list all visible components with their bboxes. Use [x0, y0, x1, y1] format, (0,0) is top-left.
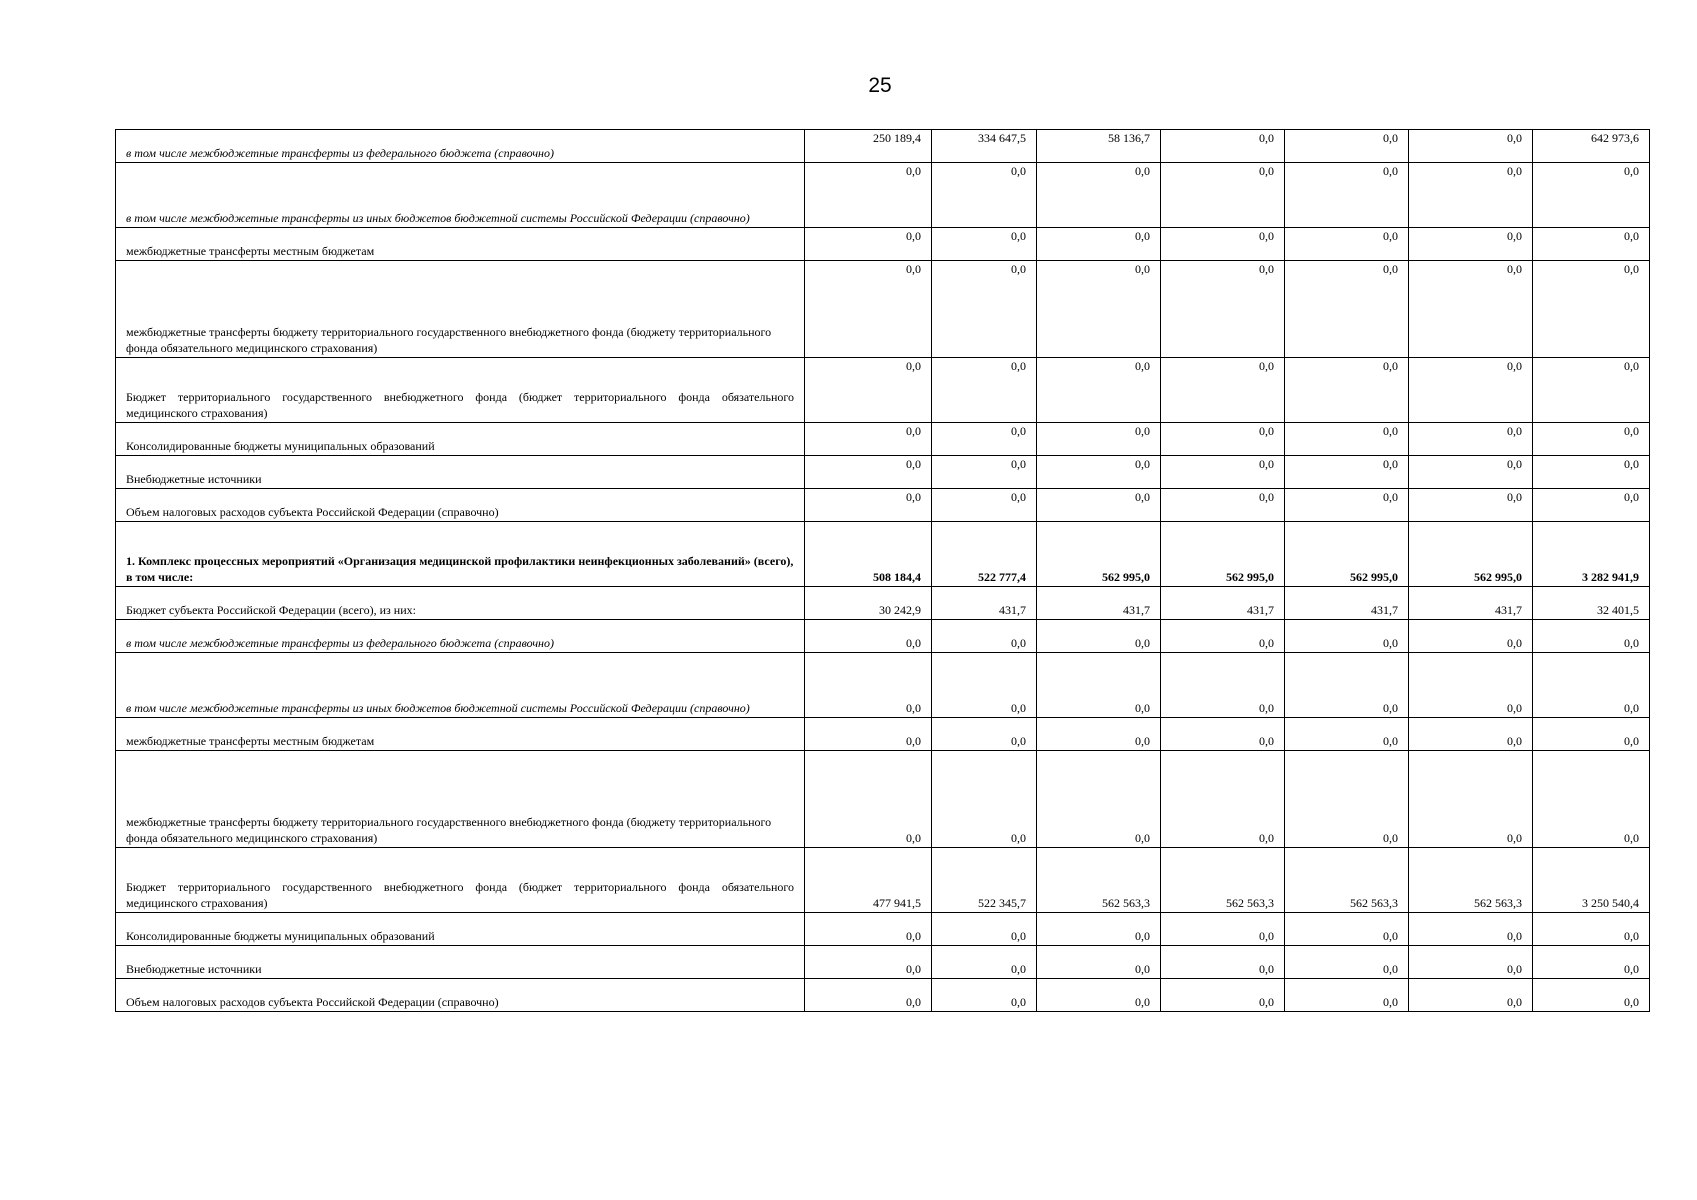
value-cell: 0,0 [1161, 228, 1285, 261]
value-cell: 0,0 [1285, 456, 1409, 489]
value-cell: 431,7 [1285, 587, 1409, 620]
value-cell: 0,0 [932, 979, 1037, 1012]
value-cell: 0,0 [932, 228, 1037, 261]
value-cell: 562 995,0 [1409, 522, 1533, 587]
table-body [116, 130, 1650, 1012]
row-label: межбюджетные трансферты бюджету территориального государственного внебюджетного фонда (бюджету территориального фонда обязательного медицинского страхования) [116, 261, 805, 358]
row-label: Внебюджетные источники [116, 456, 805, 489]
value-cell: 562 995,0 [1161, 522, 1285, 587]
table-row [116, 913, 1650, 946]
value-cell: 562 563,3 [1037, 848, 1161, 913]
value-cell: 0,0 [1161, 653, 1285, 718]
value-cell: 0,0 [1409, 979, 1533, 1012]
value-cell: 0,0 [1409, 751, 1533, 848]
value-cell: 0,0 [932, 489, 1037, 522]
value-cell: 0,0 [1037, 913, 1161, 946]
value-cell: 0,0 [1037, 653, 1161, 718]
value-cell: 0,0 [805, 358, 932, 423]
value-cell: 0,0 [805, 489, 932, 522]
table-row [116, 653, 1650, 718]
value-cell: 0,0 [1161, 163, 1285, 228]
value-cell: 32 401,5 [1533, 587, 1650, 620]
row-label: Бюджет территориального государственного внебюджетного фонда (бюджет территориального фонда обязательного медицинского страхования) [116, 848, 805, 913]
value-cell: 0,0 [805, 653, 932, 718]
table-row [116, 228, 1650, 261]
value-cell: 0,0 [1409, 228, 1533, 261]
value-cell: 522 345,7 [932, 848, 1037, 913]
value-cell: 0,0 [1409, 489, 1533, 522]
row-label: Объем налоговых расходов субъекта Российской Федерации (справочно) [116, 979, 805, 1012]
value-cell: 0,0 [1533, 358, 1650, 423]
value-cell: 0,0 [1161, 620, 1285, 653]
value-cell: 0,0 [932, 358, 1037, 423]
value-cell: 0,0 [932, 718, 1037, 751]
value-cell: 0,0 [1037, 163, 1161, 228]
value-cell: 0,0 [805, 979, 932, 1012]
value-cell: 0,0 [1285, 913, 1409, 946]
value-cell: 0,0 [1533, 913, 1650, 946]
value-cell: 0,0 [1285, 228, 1409, 261]
page-number: 25 [868, 74, 892, 97]
value-cell: 0,0 [932, 913, 1037, 946]
value-cell: 0,0 [1533, 456, 1650, 489]
value-cell: 0,0 [1533, 228, 1650, 261]
value-cell: 0,0 [1533, 423, 1650, 456]
value-cell: 0,0 [1409, 718, 1533, 751]
value-cell: 0,0 [1285, 620, 1409, 653]
table-row [116, 718, 1650, 751]
value-cell: 431,7 [1161, 587, 1285, 620]
value-cell: 0,0 [1037, 718, 1161, 751]
value-cell: 0,0 [1285, 261, 1409, 358]
value-cell: 0,0 [1409, 456, 1533, 489]
value-cell: 0,0 [805, 751, 932, 848]
value-cell: 431,7 [932, 587, 1037, 620]
value-cell: 0,0 [1285, 358, 1409, 423]
row-label: 1. Комплекс процессных мероприятий «Организация медицинской профилактики неинфекционных заболеваний» (всего), в том числе: [116, 522, 805, 587]
value-cell: 0,0 [1533, 163, 1650, 228]
value-cell: 0,0 [1285, 979, 1409, 1012]
row-label: Внебюджетные источники [116, 946, 805, 979]
value-cell: 0,0 [1533, 979, 1650, 1012]
value-cell: 0,0 [805, 228, 932, 261]
value-cell: 0,0 [1037, 751, 1161, 848]
table-row [116, 261, 1650, 358]
value-cell: 477 941,5 [805, 848, 932, 913]
value-cell: 0,0 [1161, 718, 1285, 751]
value-cell: 334 647,5 [932, 130, 1037, 163]
value-cell: 0,0 [805, 423, 932, 456]
table-row [116, 130, 1650, 163]
value-cell: 0,0 [1037, 946, 1161, 979]
value-cell: 0,0 [1037, 228, 1161, 261]
table-row [116, 456, 1650, 489]
value-cell: 0,0 [932, 456, 1037, 489]
table-row [116, 620, 1650, 653]
value-cell: 0,0 [1037, 620, 1161, 653]
value-cell: 642 973,6 [1533, 130, 1650, 163]
value-cell: 0,0 [805, 946, 932, 979]
table-row [116, 751, 1650, 848]
row-label: Консолидированные бюджеты муниципальных образований [116, 423, 805, 456]
value-cell: 0,0 [1161, 913, 1285, 946]
value-cell: 0,0 [1037, 261, 1161, 358]
row-label: Бюджет территориального государственного внебюджетного фонда (бюджет территориального фонда обязательного медицинского страхования) [116, 358, 805, 423]
value-cell: 562 563,3 [1285, 848, 1409, 913]
value-cell: 250 189,4 [805, 130, 932, 163]
value-cell: 0,0 [1161, 261, 1285, 358]
table-row [116, 423, 1650, 456]
value-cell: 522 777,4 [932, 522, 1037, 587]
value-cell: 0,0 [1285, 163, 1409, 228]
table-row [116, 358, 1650, 423]
value-cell: 0,0 [1161, 358, 1285, 423]
value-cell: 58 136,7 [1037, 130, 1161, 163]
value-cell: 562 995,0 [1037, 522, 1161, 587]
value-cell: 0,0 [932, 163, 1037, 228]
value-cell: 0,0 [932, 423, 1037, 456]
value-cell: 0,0 [1037, 489, 1161, 522]
value-cell: 431,7 [1037, 587, 1161, 620]
value-cell: 0,0 [1037, 979, 1161, 1012]
value-cell: 0,0 [1409, 946, 1533, 979]
value-cell: 0,0 [1161, 130, 1285, 163]
value-cell: 0,0 [932, 261, 1037, 358]
value-cell: 562 995,0 [1285, 522, 1409, 587]
value-cell: 0,0 [1037, 358, 1161, 423]
value-cell: 0,0 [1285, 751, 1409, 848]
value-cell: 0,0 [1533, 751, 1650, 848]
value-cell: 3 282 941,9 [1533, 522, 1650, 587]
table-row [116, 979, 1650, 1012]
value-cell: 0,0 [1161, 423, 1285, 456]
value-cell: 0,0 [1533, 489, 1650, 522]
value-cell: 0,0 [1285, 946, 1409, 979]
value-cell: 508 184,4 [805, 522, 932, 587]
value-cell: 0,0 [1533, 261, 1650, 358]
value-cell: 3 250 540,4 [1533, 848, 1650, 913]
row-label: межбюджетные трансферты бюджету территориального государственного внебюджетного фонда (бюджету территориального фонда обязательного медицинского страхования) [116, 751, 805, 848]
value-cell: 562 563,3 [1409, 848, 1533, 913]
table-row [116, 848, 1650, 913]
value-cell: 0,0 [1161, 946, 1285, 979]
value-cell: 0,0 [1533, 620, 1650, 653]
value-cell: 0,0 [1409, 130, 1533, 163]
row-label: в том числе межбюджетные трансферты из иных бюджетов бюджетной системы Российской Федерации (справочно) [116, 163, 805, 228]
value-cell: 0,0 [1161, 456, 1285, 489]
row-label: в том числе межбюджетные трансферты из иных бюджетов бюджетной системы Российской Федерации (справочно) [116, 653, 805, 718]
value-cell: 0,0 [805, 718, 932, 751]
value-cell: 0,0 [1409, 261, 1533, 358]
value-cell: 0,0 [1161, 751, 1285, 848]
value-cell: 0,0 [932, 620, 1037, 653]
value-cell: 0,0 [932, 653, 1037, 718]
value-cell: 0,0 [805, 261, 932, 358]
table-row [116, 946, 1650, 979]
value-cell: 0,0 [805, 456, 932, 489]
value-cell: 0,0 [1285, 653, 1409, 718]
row-label: межбюджетные трансферты местным бюджетам [116, 228, 805, 261]
value-cell: 0,0 [1409, 913, 1533, 946]
row-label: Объем налоговых расходов субъекта Российской Федерации (справочно) [116, 489, 805, 522]
value-cell: 0,0 [1533, 946, 1650, 979]
value-cell: 0,0 [1533, 718, 1650, 751]
row-label: в том числе межбюджетные трансферты из федерального бюджета (справочно) [116, 620, 805, 653]
value-cell: 0,0 [1409, 653, 1533, 718]
value-cell: 431,7 [1409, 587, 1533, 620]
value-cell: 30 242,9 [805, 587, 932, 620]
value-cell: 0,0 [1409, 423, 1533, 456]
value-cell: 0,0 [1037, 456, 1161, 489]
value-cell: 0,0 [1285, 423, 1409, 456]
row-label: в том числе межбюджетные трансферты из федерального бюджета (справочно) [116, 130, 805, 163]
value-cell: 0,0 [1285, 489, 1409, 522]
table-row [116, 489, 1650, 522]
value-cell: 562 563,3 [1161, 848, 1285, 913]
row-label: Бюджет субъекта Российской Федерации (всего), из них: [116, 587, 805, 620]
row-label: межбюджетные трансферты местным бюджетам [116, 718, 805, 751]
budget-table [115, 129, 1650, 1012]
value-cell: 0,0 [1409, 358, 1533, 423]
value-cell: 0,0 [932, 751, 1037, 848]
table-row [116, 163, 1650, 228]
value-cell: 0,0 [805, 913, 932, 946]
value-cell: 0,0 [805, 163, 932, 228]
row-label: Консолидированные бюджеты муниципальных образований [116, 913, 805, 946]
table-row [116, 587, 1650, 620]
value-cell: 0,0 [1037, 423, 1161, 456]
value-cell: 0,0 [805, 620, 932, 653]
value-cell: 0,0 [1409, 163, 1533, 228]
value-cell: 0,0 [1285, 130, 1409, 163]
value-cell: 0,0 [1161, 489, 1285, 522]
value-cell: 0,0 [1285, 718, 1409, 751]
value-cell: 0,0 [1161, 979, 1285, 1012]
value-cell: 0,0 [1409, 620, 1533, 653]
value-cell: 0,0 [1533, 653, 1650, 718]
value-cell: 0,0 [932, 946, 1037, 979]
table-row [116, 522, 1650, 587]
